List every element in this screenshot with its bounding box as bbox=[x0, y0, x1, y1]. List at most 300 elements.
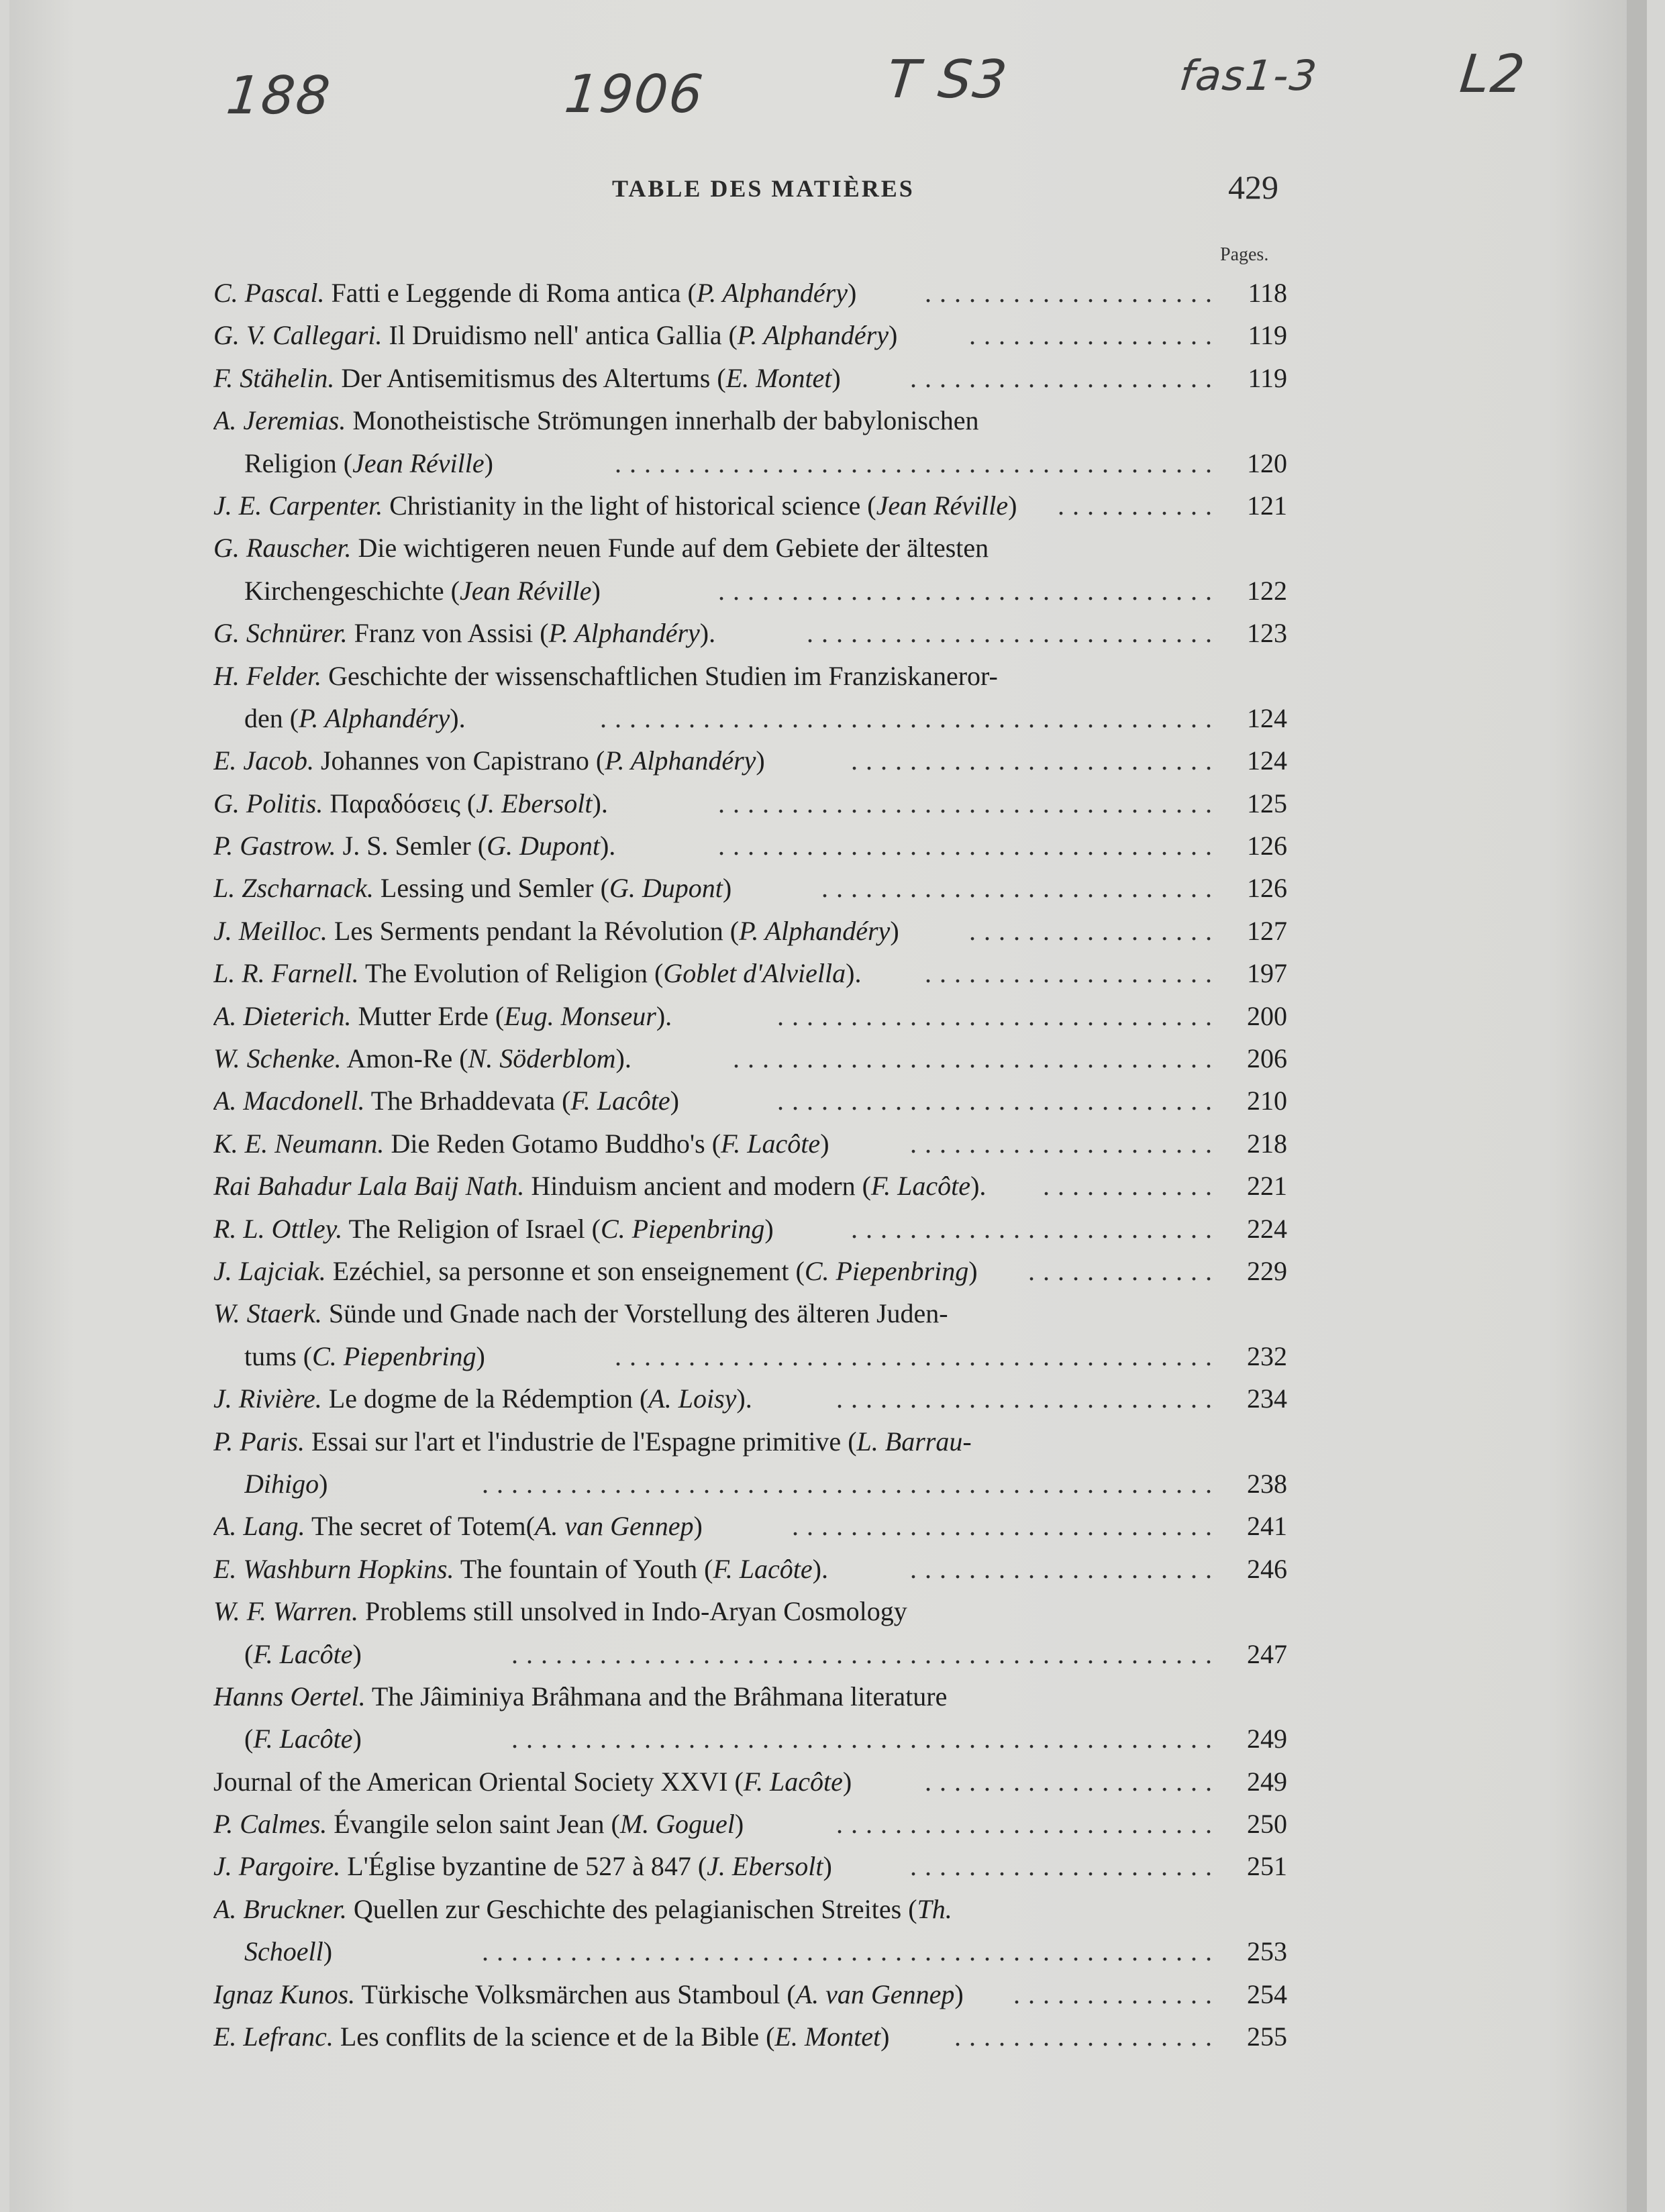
entry-title: Der Antisemitismus des Altertums ( bbox=[334, 362, 726, 393]
entry-close: ) bbox=[1008, 490, 1017, 521]
toc-entry bbox=[213, 1760, 1287, 1803]
entry-close: ) bbox=[842, 1766, 852, 1797]
table-of-contents bbox=[213, 272, 1287, 2058]
entry-author: J. Lajciak. bbox=[213, 1255, 326, 1286]
toc-entry bbox=[213, 1292, 1287, 1334]
leader-dots: ..................... bbox=[910, 1553, 1220, 1584]
entry-reviewer: C. Piepenbring bbox=[312, 1340, 476, 1371]
entry-text bbox=[244, 570, 601, 612]
entry-close: ) bbox=[352, 1724, 362, 1754]
entry-text bbox=[213, 995, 672, 1037]
entry-title: Hinduism ancient and modern ( bbox=[524, 1171, 871, 1202]
toc-entry bbox=[213, 739, 1287, 782]
entry-author: P. Calmes. bbox=[213, 1809, 327, 1840]
entry-author: W. Staerk. bbox=[213, 1298, 322, 1329]
leader-dots: .................... bbox=[925, 958, 1220, 989]
entry-page: 120 bbox=[1247, 447, 1287, 478]
entry-close: ) bbox=[693, 1511, 703, 1542]
entry-reviewer: A. Loisy bbox=[648, 1383, 737, 1414]
entry-close: ) bbox=[670, 1086, 679, 1116]
toc-entry bbox=[213, 399, 1287, 441]
toc-entry bbox=[213, 1250, 1287, 1292]
entry-page: 251 bbox=[1247, 1851, 1287, 1882]
entry-author: E. Jacob. bbox=[213, 745, 314, 776]
entry-page: 121 bbox=[1247, 490, 1287, 521]
entry-close: ) bbox=[880, 2021, 890, 2052]
entry-author: J. E. Carpenter. bbox=[213, 490, 383, 521]
entry-page: 249 bbox=[1247, 1766, 1287, 1797]
toc-entry bbox=[213, 1122, 1287, 1165]
toc-entry bbox=[213, 1590, 1287, 1632]
entry-title: Sünde und Gnade nach der Vorstellung des älteren Juden- bbox=[321, 1298, 948, 1329]
leader-dots: ......................................... bbox=[615, 1340, 1220, 1371]
entry-close: ) bbox=[820, 1128, 829, 1159]
entry-close: ). bbox=[592, 788, 608, 819]
leader-dots: ................................................ bbox=[511, 1638, 1220, 1669]
entry-page: 206 bbox=[1247, 1043, 1287, 1074]
entry-reviewer: F. Lacôte bbox=[713, 1553, 813, 1584]
entry-text bbox=[244, 697, 466, 739]
entry-text bbox=[213, 1888, 952, 1930]
toc-entry bbox=[213, 570, 1287, 612]
entry-title: Problems still unsolved in Indo-Aryan Cosmology bbox=[358, 1596, 907, 1627]
entry-reviewer: C. Piepenbring bbox=[804, 1255, 969, 1286]
toc-entry bbox=[213, 1803, 1287, 1845]
entry-title: Religion ( bbox=[244, 447, 353, 478]
toc-entry bbox=[213, 952, 1287, 994]
entry-text bbox=[213, 952, 861, 994]
handwritten-note: 1906 bbox=[562, 64, 707, 125]
handwritten-note: fas1-3 bbox=[1177, 51, 1321, 100]
entry-title: Franz von Assisi ( bbox=[347, 618, 549, 649]
handwritten-notes bbox=[0, 44, 1665, 153]
entry-text bbox=[244, 1930, 332, 1972]
entry-text bbox=[244, 1633, 362, 1675]
entry-title: Monotheistische Strömungen innerhalb der babylonischen bbox=[346, 405, 979, 436]
entry-page: 234 bbox=[1247, 1383, 1287, 1414]
leader-dots: ..................... bbox=[910, 362, 1220, 393]
entry-reviewer: Eug. Monseur bbox=[504, 1000, 656, 1031]
entry-page: 119 bbox=[1248, 362, 1287, 393]
leader-dots: .............................. bbox=[777, 1086, 1220, 1116]
entry-reviewer: F. Lacôte bbox=[253, 1724, 353, 1754]
entry-text bbox=[213, 1122, 829, 1165]
toc-entry bbox=[213, 1505, 1287, 1547]
entry-text bbox=[213, 527, 989, 569]
entry-reviewer: Jean Réville bbox=[352, 447, 485, 478]
entry-text bbox=[213, 1548, 828, 1590]
leader-dots: .......................................... bbox=[600, 702, 1220, 733]
entry-title: Παραδόσεις ( bbox=[323, 788, 476, 819]
leader-dots: ................................................ bbox=[511, 1724, 1220, 1754]
entry-page: 241 bbox=[1247, 1511, 1287, 1542]
entry-reviewer: F. Lacôte bbox=[743, 1766, 843, 1797]
entry-text bbox=[213, 1675, 947, 1718]
toc-entry bbox=[213, 867, 1287, 909]
entry-author: R. L. Ottley. bbox=[213, 1213, 343, 1244]
entry-title: Journal of the American Oriental Society XXVI ( bbox=[213, 1766, 744, 1797]
leader-dots: .................................. bbox=[718, 575, 1220, 606]
entry-close: ) bbox=[954, 1979, 964, 2009]
entry-text bbox=[244, 1335, 485, 1377]
entry-page: 125 bbox=[1247, 788, 1287, 819]
leader-dots: ........................... bbox=[821, 873, 1220, 904]
entry-author: K. E. Neumann. bbox=[213, 1128, 385, 1159]
entry-text bbox=[213, 399, 979, 441]
page-title: TABLE DES MATIÈRES bbox=[612, 175, 915, 202]
entry-page: 232 bbox=[1247, 1340, 1287, 1371]
entry-page: 126 bbox=[1247, 873, 1287, 904]
entry-page: 119 bbox=[1248, 320, 1287, 351]
entry-reviewer: P. Alphandéry bbox=[299, 702, 450, 733]
entry-text bbox=[213, 612, 715, 654]
entry-title: Quellen zur Geschichte des pelagianischen Streites ( bbox=[346, 1893, 917, 1924]
entry-reviewer: N. Söderblom bbox=[468, 1043, 616, 1074]
entry-page: 123 bbox=[1247, 618, 1287, 649]
toc-entry bbox=[213, 1420, 1287, 1463]
leader-dots: ................. bbox=[969, 320, 1220, 351]
entry-author: E. Lefranc. bbox=[213, 2021, 334, 2052]
toc-entry bbox=[213, 1079, 1287, 1122]
entry-reviewer: A. van Gennep bbox=[795, 1979, 955, 2009]
entry-title: The Religion of Israel ( bbox=[342, 1213, 601, 1244]
entry-page: 224 bbox=[1247, 1213, 1287, 1244]
entry-author: P. Gastrow. bbox=[213, 831, 336, 861]
entry-close: ) bbox=[734, 1809, 744, 1840]
toc-entry bbox=[213, 1335, 1287, 1377]
entry-reviewer: P. Alphandéry bbox=[605, 745, 756, 776]
leader-dots: ............................. bbox=[792, 1511, 1220, 1542]
leader-dots: ............ bbox=[1043, 1171, 1220, 1202]
entry-close: ) bbox=[968, 1255, 978, 1286]
entry-text bbox=[213, 910, 899, 952]
entry-author: P. Paris. bbox=[213, 1426, 305, 1457]
entry-author: J. Meilloc. bbox=[213, 915, 327, 946]
toc-entry bbox=[213, 1633, 1287, 1675]
entry-text bbox=[213, 314, 897, 356]
entry-text bbox=[213, 825, 615, 867]
leader-dots: ..................... bbox=[910, 1128, 1220, 1159]
entry-author: J. Pargoire. bbox=[213, 1851, 341, 1882]
entry-page: 122 bbox=[1247, 575, 1287, 606]
entry-title: The Evolution of Religion ( bbox=[358, 958, 664, 989]
entry-reviewer: Th. bbox=[917, 1893, 952, 1924]
toc-entry bbox=[213, 314, 1287, 356]
entry-author: G. Schnürer. bbox=[213, 618, 348, 649]
entry-text bbox=[213, 1590, 907, 1632]
entry-text bbox=[213, 1250, 978, 1292]
page-number: 429 bbox=[1228, 168, 1278, 206]
entry-author: F. Stähelin. bbox=[213, 362, 335, 393]
entry-title: Les conflits de la science et de la Bible ( bbox=[333, 2021, 775, 2052]
entry-page: 197 bbox=[1247, 958, 1287, 989]
entry-text bbox=[244, 1718, 362, 1760]
entry-page: 218 bbox=[1247, 1128, 1287, 1159]
entry-title: Évangile selon saint Jean ( bbox=[327, 1809, 620, 1840]
entry-text bbox=[213, 272, 856, 314]
leader-dots: .............................. bbox=[777, 1000, 1220, 1031]
entry-page: 229 bbox=[1247, 1255, 1287, 1286]
leader-dots: .................................. bbox=[718, 831, 1220, 861]
entry-close: ). bbox=[699, 618, 716, 649]
entry-text bbox=[213, 1973, 964, 2015]
leader-dots: .................. bbox=[954, 2021, 1220, 2052]
toc-entry bbox=[213, 1888, 1287, 1930]
entry-title: L'Église byzantine de 527 à 847 ( bbox=[340, 1851, 707, 1882]
entry-close: ) bbox=[591, 575, 601, 606]
entry-title: Christianity in the light of historical science ( bbox=[383, 490, 876, 521]
entry-text bbox=[244, 442, 493, 484]
entry-reviewer: P. Alphandéry bbox=[696, 278, 848, 308]
entry-title: den ( bbox=[244, 702, 299, 733]
leader-dots: ................. bbox=[969, 915, 1220, 946]
entry-text bbox=[213, 1420, 972, 1463]
toc-entry bbox=[213, 442, 1287, 484]
entry-author: A. Dieterich. bbox=[213, 1000, 352, 1031]
entry-text bbox=[213, 1079, 679, 1122]
entry-title: tums ( bbox=[244, 1340, 313, 1371]
entry-close: ) bbox=[848, 278, 857, 308]
entry-author: L. R. Farnell. bbox=[213, 958, 359, 989]
entry-author: C. Pascal. bbox=[213, 278, 325, 308]
entry-reviewer: F. Lacôte bbox=[253, 1638, 353, 1669]
entry-author: G. Rauscher. bbox=[213, 533, 352, 564]
entry-close: ). bbox=[450, 702, 466, 733]
entry-text bbox=[244, 1463, 327, 1505]
entry-title: Mutter Erde ( bbox=[351, 1000, 505, 1031]
entry-title: Geschichte der wissenschaftlichen Studien im Franziskaneror- bbox=[321, 660, 998, 691]
entry-author: G. V. Callegari. bbox=[213, 320, 383, 351]
pages-column-label: Pages. bbox=[1220, 244, 1269, 265]
leader-dots: .............. bbox=[1013, 1979, 1220, 2009]
entry-reviewer: E. Montet bbox=[774, 2021, 881, 2052]
leader-dots: .......................... bbox=[836, 1383, 1220, 1414]
entry-reviewer: F. Lacôte bbox=[570, 1086, 670, 1116]
entry-close: ) bbox=[352, 1638, 362, 1669]
entry-close: ) bbox=[722, 873, 732, 904]
toc-entry bbox=[213, 1930, 1287, 1972]
page-edge bbox=[1627, 0, 1647, 2212]
entry-reviewer: F. Lacôte bbox=[870, 1171, 971, 1202]
leader-dots: ................................. bbox=[733, 1043, 1220, 1074]
entry-text bbox=[213, 655, 998, 697]
entry-author: H. Felder. bbox=[213, 660, 322, 691]
entry-title: ( bbox=[244, 1724, 254, 1754]
entry-title: Die Reden Gotamo Buddho's ( bbox=[384, 1128, 721, 1159]
entry-title: Amon-Re ( bbox=[341, 1043, 468, 1074]
toc-entry bbox=[213, 484, 1287, 527]
entry-close: ). bbox=[615, 1043, 632, 1074]
entry-reviewer: C. Piepenbring bbox=[600, 1213, 765, 1244]
toc-entry bbox=[213, 612, 1287, 654]
toc-entry bbox=[213, 995, 1287, 1037]
entry-reviewer: M. Goguel bbox=[619, 1809, 735, 1840]
leader-dots: .................... bbox=[925, 278, 1220, 308]
entry-title: The fountain of Youth ( bbox=[454, 1553, 713, 1584]
toc-entry bbox=[213, 825, 1287, 867]
toc-entry bbox=[213, 655, 1287, 697]
entry-page: 200 bbox=[1247, 1000, 1287, 1031]
entry-page: 247 bbox=[1247, 1638, 1287, 1669]
entry-title: The Brhaddevata ( bbox=[364, 1086, 571, 1116]
entry-page: 118 bbox=[1248, 278, 1287, 308]
leader-dots: ............. bbox=[1028, 1255, 1220, 1286]
entry-text bbox=[213, 1845, 832, 1887]
handwritten-note: T S3 bbox=[884, 50, 1011, 110]
handwritten-note: 188 bbox=[223, 66, 334, 126]
entry-reviewer: Goblet d'Alviella bbox=[663, 958, 846, 989]
entry-author: A. Lang. bbox=[213, 1511, 305, 1542]
entry-title: Türkische Volksmärchen aus Stamboul ( bbox=[355, 1979, 796, 2009]
entry-page: 238 bbox=[1247, 1468, 1287, 1499]
leader-dots: .................................. bbox=[718, 788, 1220, 819]
entry-text bbox=[213, 1037, 632, 1079]
toc-entry bbox=[213, 782, 1287, 825]
entry-close: ) bbox=[823, 1851, 832, 1882]
toc-entry bbox=[213, 357, 1287, 399]
toc-entry bbox=[213, 2015, 1287, 2058]
entry-page: 255 bbox=[1247, 2021, 1287, 2052]
entry-page: 249 bbox=[1247, 1724, 1287, 1754]
entry-text bbox=[213, 739, 765, 782]
entry-text bbox=[213, 2015, 889, 2058]
entry-author: Rai Bahadur Lala Baij Nath. bbox=[213, 1171, 525, 1202]
entry-close: ). bbox=[736, 1383, 752, 1414]
leader-dots: .................... bbox=[925, 1766, 1220, 1797]
entry-title: The secret of Totem( bbox=[305, 1511, 535, 1542]
toc-entry bbox=[213, 1208, 1287, 1250]
leader-dots: ......................................... bbox=[615, 447, 1220, 478]
entry-text bbox=[213, 484, 1017, 527]
entry-close: ). bbox=[846, 958, 862, 989]
entry-page: 253 bbox=[1247, 1936, 1287, 1967]
entry-text bbox=[213, 1505, 703, 1547]
toc-entry bbox=[213, 910, 1287, 952]
entry-reviewer: L. Barrau- bbox=[856, 1426, 972, 1457]
entry-text bbox=[213, 1165, 986, 1207]
entry-close: ) bbox=[323, 1936, 333, 1967]
entry-page: 250 bbox=[1247, 1809, 1287, 1840]
entry-author: G. Politis. bbox=[213, 788, 323, 819]
entry-reviewer: P. Alphandéry bbox=[548, 618, 700, 649]
toc-entry bbox=[213, 1845, 1287, 1887]
entry-page: 127 bbox=[1247, 915, 1287, 946]
entry-author: W. F. Warren. bbox=[213, 1596, 358, 1627]
leader-dots: ............................ bbox=[807, 618, 1220, 649]
toc-entry bbox=[213, 1377, 1287, 1420]
entry-text bbox=[213, 1803, 744, 1845]
toc-entry bbox=[213, 527, 1287, 569]
entry-close: ) bbox=[756, 745, 765, 776]
entry-reviewer: G. Dupont bbox=[487, 831, 600, 861]
running-header bbox=[0, 168, 1665, 208]
toc-entry bbox=[213, 1037, 1287, 1079]
entry-title: Johannes von Capistrano ( bbox=[313, 745, 605, 776]
entry-author: A. Jeremias. bbox=[213, 405, 346, 436]
entry-title: Il Druidismo nell' antica Gallia ( bbox=[382, 320, 738, 351]
entry-author: Hanns Oertel. bbox=[213, 1681, 366, 1711]
entry-author: E. Washburn Hopkins. bbox=[213, 1553, 454, 1584]
entry-author: W. Schenke. bbox=[213, 1043, 342, 1074]
entry-title: ( bbox=[244, 1638, 254, 1669]
entry-author: A. Bruckner. bbox=[213, 1893, 347, 1924]
entry-text bbox=[213, 1208, 774, 1250]
entry-reviewer: Dihigo bbox=[244, 1468, 319, 1499]
leader-dots: ..................... bbox=[910, 1851, 1220, 1882]
toc-entry bbox=[213, 1165, 1287, 1207]
entry-close: ) bbox=[319, 1468, 328, 1499]
entry-page: 254 bbox=[1247, 1979, 1287, 2009]
leader-dots: ......................... bbox=[851, 745, 1220, 776]
entry-reviewer: F. Lacôte bbox=[721, 1128, 821, 1159]
entry-close: ) bbox=[484, 447, 493, 478]
entry-text bbox=[213, 782, 608, 825]
entry-text bbox=[213, 1760, 852, 1803]
entry-close: ) bbox=[476, 1340, 485, 1371]
entry-page: 210 bbox=[1247, 1086, 1287, 1116]
toc-entry bbox=[213, 1718, 1287, 1760]
entry-page: 126 bbox=[1247, 831, 1287, 861]
entry-title: Essai sur l'art et l'industrie de l'Espagne primitive ( bbox=[304, 1426, 857, 1457]
entry-title: Fatti e Leggende di Roma antica ( bbox=[324, 278, 697, 308]
entry-text bbox=[213, 867, 731, 909]
handwritten-note: L2 bbox=[1457, 44, 1529, 105]
entry-author: L. Zscharnack. bbox=[213, 873, 374, 904]
entry-reviewer: E. Montet bbox=[725, 362, 832, 393]
entry-close: ). bbox=[970, 1171, 987, 1202]
entry-close: ). bbox=[599, 831, 616, 861]
leader-dots: .................................................. bbox=[482, 1936, 1220, 1967]
toc-entry bbox=[213, 272, 1287, 314]
entry-reviewer: P. Alphandéry bbox=[739, 915, 891, 946]
entry-reviewer: J. Ebersolt bbox=[476, 788, 593, 819]
toc-entry bbox=[213, 697, 1287, 739]
entry-reviewer: Schoell bbox=[244, 1936, 323, 1967]
entry-reviewer: A. van Gennep bbox=[534, 1511, 694, 1542]
entry-close: ) bbox=[890, 915, 899, 946]
entry-text bbox=[213, 357, 841, 399]
entry-reviewer: G. Dupont bbox=[609, 873, 723, 904]
entry-title: Le dogme de la Rédemption ( bbox=[321, 1383, 649, 1414]
entry-author: J. Rivière. bbox=[213, 1383, 322, 1414]
entry-page: 221 bbox=[1247, 1171, 1287, 1202]
entry-title: Les Serments pendant la Révolution ( bbox=[327, 915, 740, 946]
entry-reviewer: Jean Réville bbox=[459, 575, 592, 606]
entry-title: The Jâiminiya Brâhmana and the Brâhmana literature bbox=[365, 1681, 948, 1711]
entry-title: Die wichtigeren neuen Funde auf dem Gebiete der ältesten bbox=[351, 533, 989, 564]
entry-reviewer: Jean Réville bbox=[876, 490, 1009, 521]
entry-close: ) bbox=[888, 320, 898, 351]
entry-page: 246 bbox=[1247, 1553, 1287, 1584]
leader-dots: .................................................. bbox=[482, 1468, 1220, 1499]
entry-author: A. Macdonell. bbox=[213, 1086, 365, 1116]
entry-title: J. S. Semler ( bbox=[336, 831, 487, 861]
entry-title: Kirchengeschichte ( bbox=[244, 575, 460, 606]
entry-reviewer: P. Alphandéry bbox=[737, 320, 889, 351]
entry-close: ). bbox=[812, 1553, 828, 1584]
entry-page: 124 bbox=[1247, 702, 1287, 733]
toc-entry bbox=[213, 1463, 1287, 1505]
leader-dots: .......................... bbox=[836, 1809, 1220, 1840]
entry-close: ) bbox=[831, 362, 841, 393]
toc-entry bbox=[213, 1675, 1287, 1718]
entry-title: Lessing und Semler ( bbox=[373, 873, 609, 904]
entry-text bbox=[213, 1292, 948, 1334]
toc-entry bbox=[213, 1548, 1287, 1590]
entry-close: ). bbox=[656, 1000, 672, 1031]
leader-dots: ......................... bbox=[851, 1213, 1220, 1244]
entry-author: Ignaz Kunos. bbox=[213, 1979, 356, 2009]
